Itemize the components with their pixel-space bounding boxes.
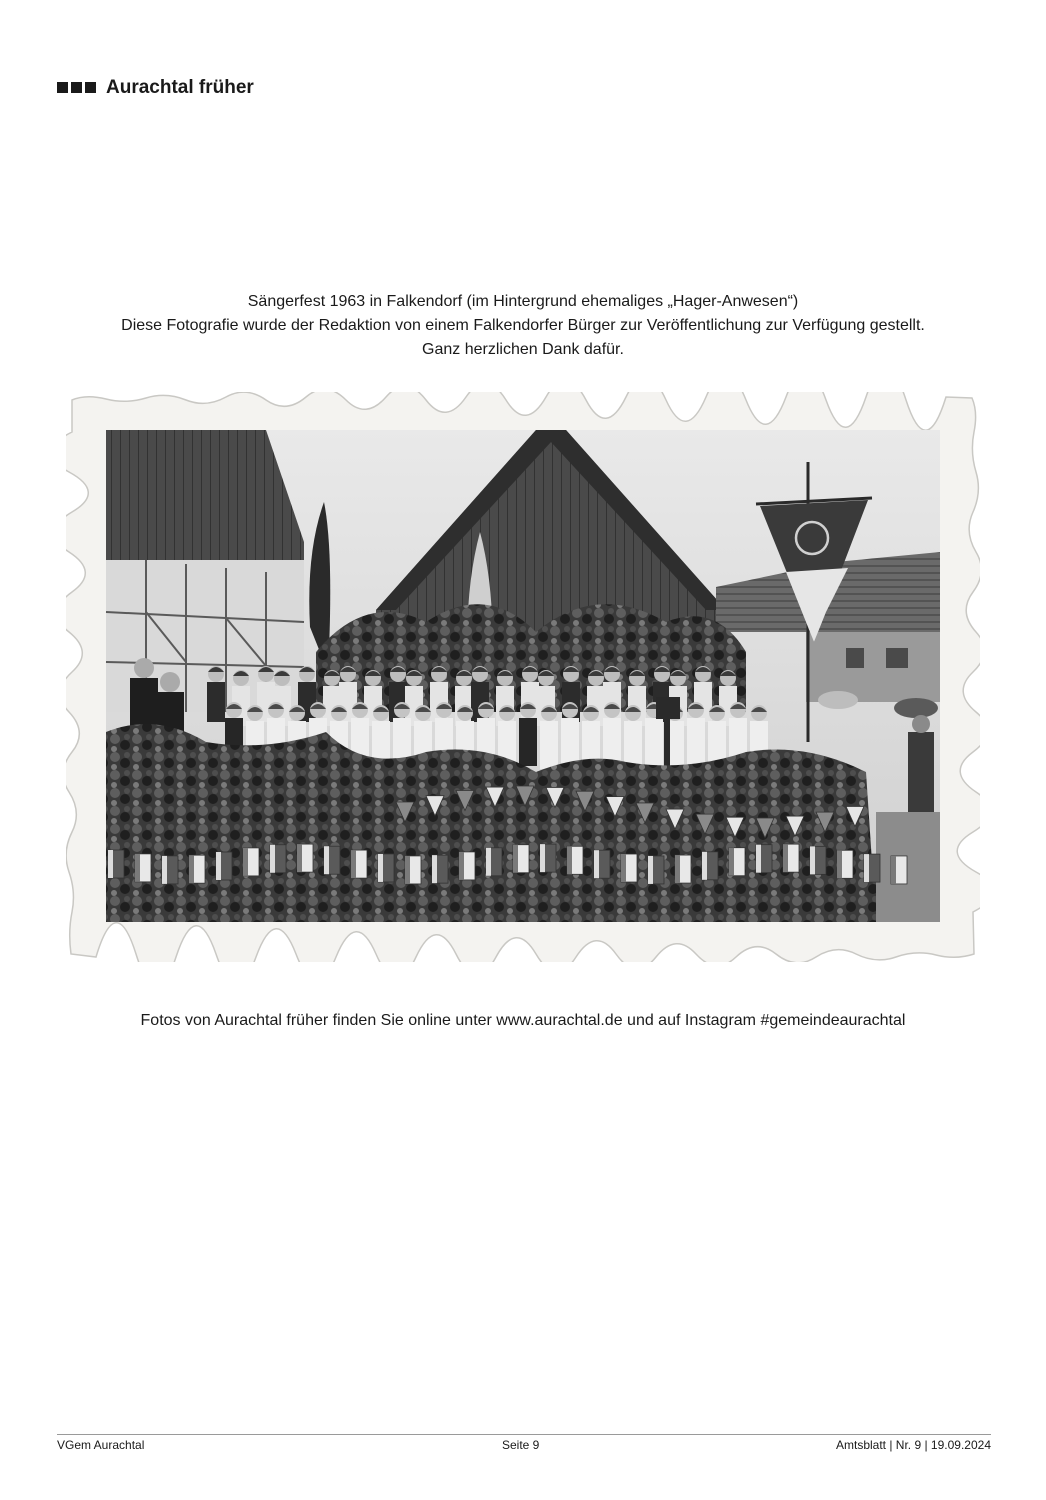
online-note: Fotos von Aurachtal früher finden Sie online unter www.aurachtal.de und auf Instagram #gemeindeaurachtal xyxy=(140,1012,906,1029)
caption-line-2: Diese Fotografie wurde der Redaktion von einem Falkendorfer Bürger zur Veröffentlichung zur Verfügung gestellt. xyxy=(121,317,925,334)
photo-caption xyxy=(0,290,1046,362)
historic-photo xyxy=(66,392,980,962)
section-header xyxy=(57,78,254,97)
footer-publisher: VGem Aurachtal xyxy=(57,1438,145,1452)
caption-line-1: Sängerfest 1963 in Falkendorf (im Hintergrund ehemaliges „Hager-Anwesen“) xyxy=(247,293,799,310)
section-title: Aurachtal früher xyxy=(106,77,254,98)
caption-line-3: Ganz herzlichen Dank dafür. xyxy=(422,341,624,358)
footer-rule xyxy=(57,1434,991,1435)
footer-page-number: Seite 9 xyxy=(502,1438,540,1452)
photo-scene xyxy=(106,430,940,922)
footer-issue: Amtsblatt | Nr. 9 | 19.09.2024 xyxy=(836,1438,991,1452)
section-marker-icon xyxy=(57,82,96,93)
